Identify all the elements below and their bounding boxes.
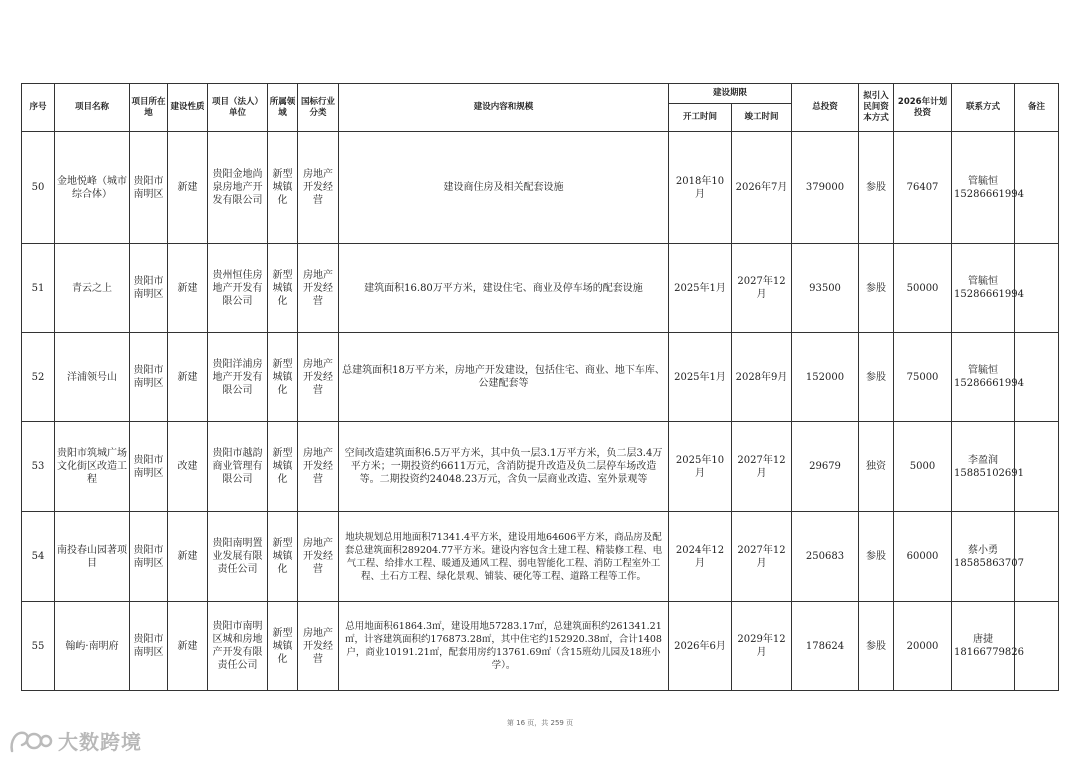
contact-name: 蔡小勇 (968, 544, 999, 556)
cell-plan: 20000 (894, 602, 952, 691)
cell-nature: 新建 (168, 602, 208, 691)
cell-content: 总用地面积61864.3㎡，建设用地57283.17㎡，总建筑面积约261341.21㎡，计容建筑面积约176873.28㎡，其中住宅约152920.38㎡，合计1408户，商业10191.21㎡，配套用房约13761.69㎡（含15班幼儿园及18班小学）。 (339, 602, 669, 691)
cell-remark (1015, 422, 1059, 512)
header-end: 竣工时间 (732, 104, 792, 132)
table-row (22, 602, 1059, 691)
contact-phone: 15286661994 (954, 378, 1025, 389)
cell-remark (1015, 602, 1059, 691)
contact-name: 李盈润 (968, 454, 999, 466)
cell-domain: 新型城镇化 (268, 512, 298, 602)
cell-plan: 50000 (894, 244, 952, 333)
contact-phone: 18585863707 (954, 557, 1025, 569)
cell-name: 金地悦峰（城市综合体） (55, 132, 130, 244)
cell-plan: 75000 (894, 333, 952, 422)
cell-end: 2028年9月 (732, 333, 792, 422)
header-seq: 序号 (22, 84, 55, 132)
cell-remark (1015, 244, 1059, 333)
contact-name: 唐捷 (973, 634, 994, 645)
cell-nature: 新建 (168, 244, 208, 333)
cell-name: 青云之上 (55, 244, 130, 333)
cell-content: 空间改造建筑面积6.5万平方米，其中负一层3.1万平方米，负二层3.4万平方米；一期投资约6611万元，含消防提升改造及负二层停车场改造等。二期投资约24048.23万元，含负一层商业改造、室外景观等 (339, 422, 669, 512)
header-location: 项目所在地 (130, 84, 168, 132)
cell-contact (952, 244, 1025, 333)
cell-domain: 新型城镇化 (268, 333, 298, 422)
cell-unit: 贵州恒佳房地产开发有限公司 (208, 244, 268, 333)
header-domain: 所属领域 (268, 84, 298, 132)
header-plan: 2026年计划投资 (894, 84, 952, 132)
cell-domain: 新型城镇化 (268, 602, 298, 691)
cell-start: 2024年12月 (669, 512, 732, 602)
table-row (22, 422, 1059, 512)
cell-invest: 379000 (792, 132, 859, 244)
cell-seq: 53 (22, 422, 55, 512)
cell-location: 贵阳市南明区 (130, 132, 168, 244)
header-unit: 项目（法人）单位 (208, 84, 268, 132)
cell-start: 2025年10月 (669, 422, 732, 512)
page-footer: 第 16 页，共 259 页 (506, 719, 574, 727)
cell-industry: 房地产开发经营 (298, 422, 339, 512)
header-start: 开工时间 (669, 104, 732, 132)
cell-start: 2025年1月 (669, 244, 732, 333)
watermark (8, 726, 142, 755)
cell-industry: 房地产开发经营 (298, 333, 339, 422)
header-name: 项目名称 (55, 84, 130, 132)
cell-content: 总建筑面积18万平方米，房地产开发建设，包括住宅、商业、地下车库、公建配套等 (339, 333, 669, 422)
cell-contact (952, 422, 1025, 512)
cell-industry: 房地产开发经营 (298, 132, 339, 244)
cell-unit: 贵阳洋浦房地产开发有限公司 (208, 333, 268, 422)
cell-content: 建设商住房及相关配套设施 (339, 132, 669, 244)
cell-name: 洋浦领号山 (55, 333, 130, 422)
cell-name: 南投春山园著项目 (55, 512, 130, 602)
cell-unit: 贵阳金地尚泉房地产开发有限公司 (208, 132, 268, 244)
cell-invest: 93500 (792, 244, 859, 333)
cell-start: 2025年1月 (669, 333, 732, 422)
cell-contact (952, 602, 1025, 691)
cell-location: 贵阳市南明区 (130, 512, 168, 602)
cell-unit: 贵阳市越韵商业管理有限公司 (208, 422, 268, 512)
table-row (22, 244, 1059, 333)
cell-seq: 50 (22, 132, 55, 244)
cell-location: 贵阳市南明区 (130, 422, 168, 512)
cell-content: 地块规划总用地面积71341.4平方米，建设用地64606平方米，商品房及配套总建筑面积289204.77平方米。建设内容包含土建工程、精装修工程、电气工程、给排水工程、暖通及通风工程、弱电智能化工程、消防工程室外工程、土石方工程、绿化景观、铺装、硬化等工程、道路工程等工作。 (339, 512, 669, 602)
header-industry: 国标行业分类 (298, 84, 339, 132)
cell-invest: 29679 (792, 422, 859, 512)
contact-name: 管毓恒 (968, 365, 999, 376)
cell-start: 2018年10月 (669, 132, 732, 244)
cell-nature: 改建 (168, 422, 208, 512)
cell-plan: 76407 (894, 132, 952, 244)
cell-contact (952, 333, 1025, 422)
cell-mode: 参股 (859, 602, 894, 691)
project-table (21, 83, 1059, 691)
cell-plan: 5000 (894, 422, 952, 512)
header-remark: 备注 (1015, 84, 1059, 132)
cell-mode: 参股 (859, 132, 894, 244)
cell-end: 2029年12月 (732, 602, 792, 691)
cell-domain: 新型城镇化 (268, 422, 298, 512)
table-row (22, 132, 1059, 244)
watermark-logo-icon (8, 727, 54, 755)
cell-unit: 贵阳市南明区城和房地产开发有限责任公司 (208, 602, 268, 691)
cell-domain: 新型城镇化 (268, 244, 298, 333)
table-header-row (22, 84, 1059, 104)
header-contact: 联系方式 (952, 84, 1015, 132)
table-row (22, 512, 1059, 602)
cell-mode: 参股 (859, 333, 894, 422)
cell-mode: 参股 (859, 244, 894, 333)
header-period: 建设期限 (669, 84, 792, 104)
cell-industry: 房地产开发经营 (298, 602, 339, 691)
cell-seq: 55 (22, 602, 55, 691)
cell-unit: 贵阳南明置业发展有限责任公司 (208, 512, 268, 602)
cell-nature: 新建 (168, 512, 208, 602)
cell-end: 2027年12月 (732, 422, 792, 512)
header-nature: 建设性质 (168, 84, 208, 132)
contact-name: 管毓恒 (968, 276, 999, 287)
cell-plan: 60000 (894, 512, 952, 602)
cell-industry: 房地产开发经营 (298, 512, 339, 602)
cell-nature: 新建 (168, 132, 208, 244)
cell-location: 贵阳市南明区 (130, 602, 168, 691)
header-invest: 总投资 (792, 84, 859, 132)
cell-location: 贵阳市南明区 (130, 244, 168, 333)
cell-invest: 250683 (792, 512, 859, 602)
cell-contact (952, 512, 1025, 602)
cell-end: 2027年12月 (732, 244, 792, 333)
table-row (22, 333, 1059, 422)
cell-start: 2026年6月 (669, 602, 732, 691)
cell-end: 2027年12月 (732, 512, 792, 602)
cell-end: 2026年7月 (732, 132, 792, 244)
cell-remark (1015, 333, 1059, 422)
cell-nature: 新建 (168, 333, 208, 422)
cell-name: 贵阳市筑城广场文化街区改造工程 (55, 422, 130, 512)
contact-phone: 15286661994 (954, 289, 1025, 300)
cell-invest: 178624 (792, 602, 859, 691)
cell-name: 翰屿·南明府 (55, 602, 130, 691)
cell-content: 建筑面积16.80万平方米，建设住宅、商业及停车场的配套设施 (339, 244, 669, 333)
cell-mode: 独资 (859, 422, 894, 512)
cell-remark (1015, 512, 1059, 602)
cell-contact (952, 132, 1025, 244)
cell-industry: 房地产开发经营 (298, 244, 339, 333)
cell-domain: 新型城镇化 (268, 132, 298, 244)
cell-location: 贵阳市南明区 (130, 333, 168, 422)
cell-invest: 152000 (792, 333, 859, 422)
watermark-text: 大数跨境 (58, 730, 142, 754)
contact-phone: 18166779826 (954, 647, 1025, 658)
cell-seq: 52 (22, 333, 55, 422)
cell-remark (1015, 132, 1059, 244)
cell-mode: 参股 (859, 512, 894, 602)
header-mode: 拟引入民间资本方式 (859, 84, 894, 132)
contact-phone: 15286661994 (954, 188, 1025, 200)
contact-phone: 15885102691 (954, 467, 1025, 479)
cell-seq: 51 (22, 244, 55, 333)
header-content: 建设内容和规模 (339, 84, 669, 132)
contact-name: 管毓恒 (968, 175, 999, 187)
cell-seq: 54 (22, 512, 55, 602)
